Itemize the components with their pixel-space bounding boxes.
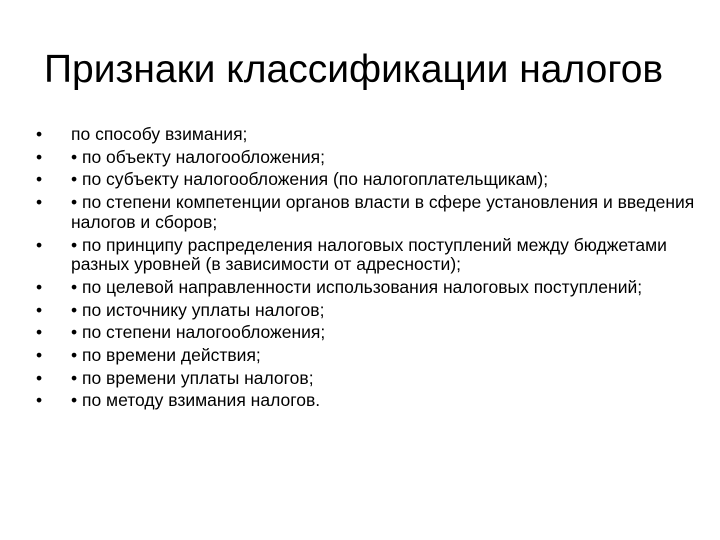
list-item xyxy=(36,125,706,145)
list-item-text: • по времени уплаты налогов; xyxy=(71,367,314,388)
bullet-marker: • xyxy=(36,169,43,190)
bullet-marker: • xyxy=(36,146,43,167)
list-item xyxy=(36,278,706,298)
bullet-marker: • xyxy=(36,276,43,297)
list-item xyxy=(36,193,706,232)
list-item-text: • по времени действия; xyxy=(71,345,261,366)
slide-title: Признаки классификации налогов xyxy=(44,48,664,91)
bullet-marker: • xyxy=(36,367,43,388)
list-item-text: • по субъекту налогообложения (по налогоплательщикам); xyxy=(71,169,549,190)
list-item xyxy=(36,323,706,343)
list-item-text: • по объекту налогообложения; xyxy=(71,146,325,167)
bullet-marker: • xyxy=(36,345,43,366)
list-item-text: • по степени налогообложения; xyxy=(71,322,326,343)
bullet-marker: • xyxy=(36,299,43,320)
bullet-list xyxy=(36,125,706,414)
list-item-text: по способу взимания; xyxy=(71,124,248,144)
list-item xyxy=(36,391,706,411)
bullet-marker: • xyxy=(36,234,43,255)
list-item xyxy=(36,170,706,190)
list-item xyxy=(36,369,706,389)
list-item xyxy=(36,301,706,321)
list-item-text: • по степени компетенции органов власти в сфере установления и введения налогов и сборов; xyxy=(71,192,695,232)
list-item-text: • по методу взимания налогов. xyxy=(71,390,321,411)
list-item-text: • по целевой направленности использования налоговых поступлений; xyxy=(71,276,643,297)
bullet-marker: • xyxy=(36,192,43,213)
list-item xyxy=(36,236,706,275)
bullet-marker: • xyxy=(36,322,43,343)
list-item-text: • по источнику уплаты налогов; xyxy=(71,299,325,320)
list-item xyxy=(36,148,706,168)
list-item-text: • по принципу распределения налоговых поступлений между бюджетами разных уровней (в зависимости от адресности); xyxy=(71,234,667,275)
list-item xyxy=(36,346,706,366)
bullet-marker: • xyxy=(36,390,43,411)
bullet-marker: • xyxy=(36,124,43,144)
